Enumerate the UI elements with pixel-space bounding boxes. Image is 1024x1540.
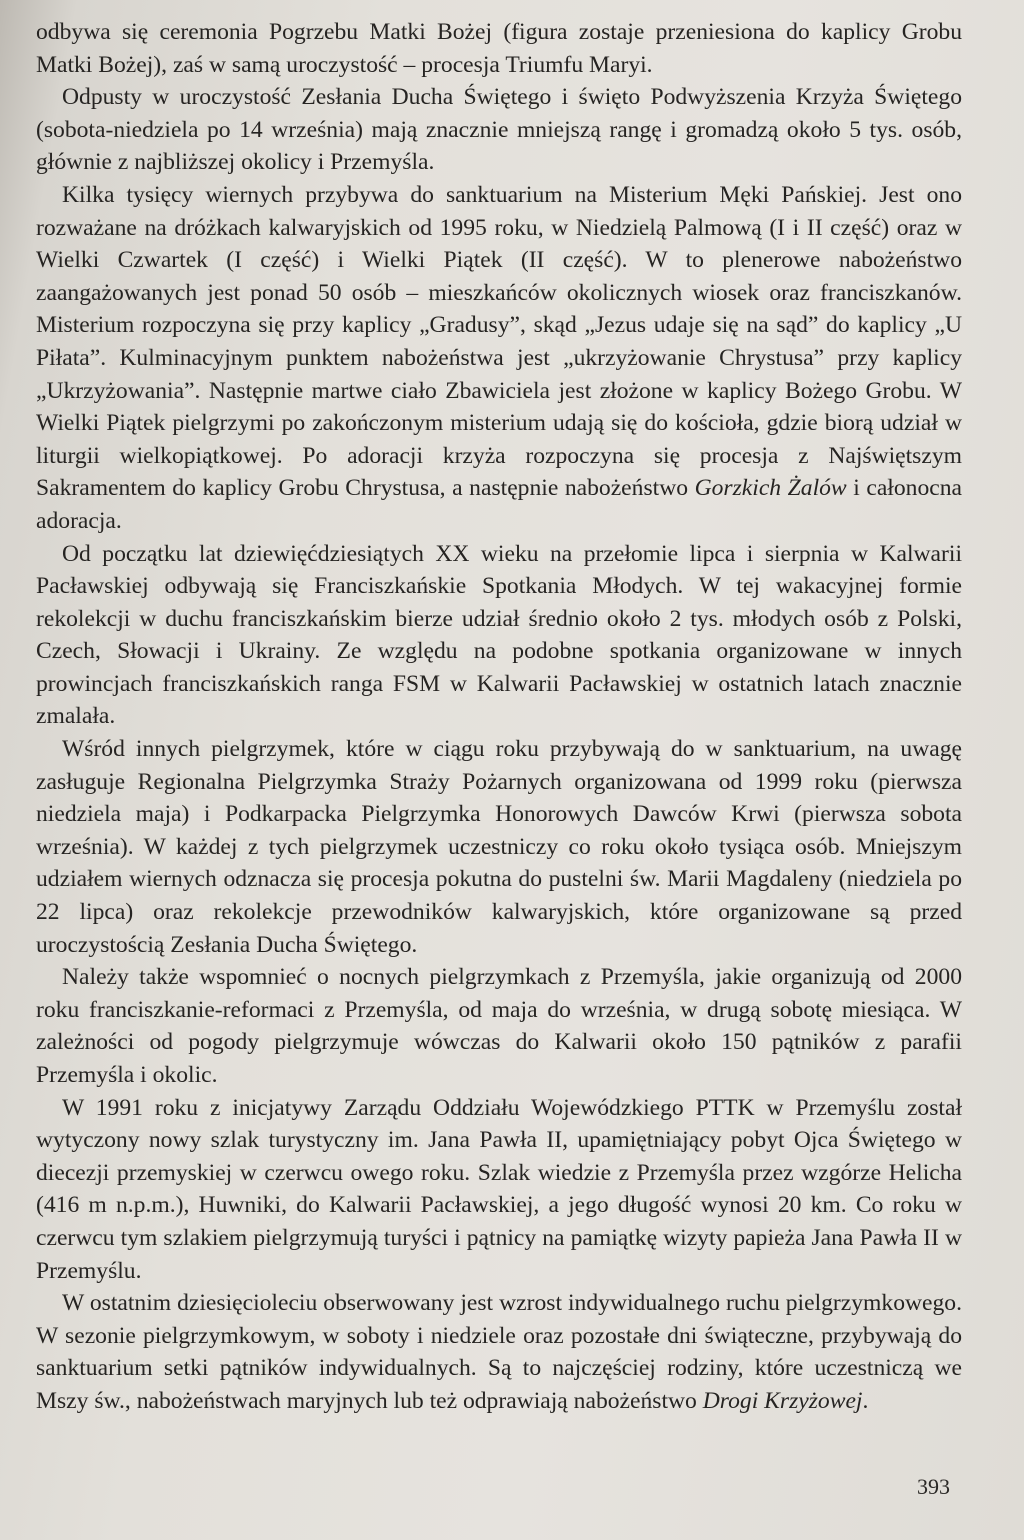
paragraph-text: Kilka tysięcy wiernych przybywa do sanktuarium na Misterium Męki Pańskiej. Jest ono rozważane na dróżkach kalwaryjskich od 1995 roku, w Niedzielą Palmową (I i II część) oraz w Wielki Czwartek (I część) i Wielki Piątek (II część). W to plenerowe nabożeństwo zaangażowanych jest ponad 50 osób – mieszkańców okolicznych wiosek oraz franciszkanów. Misterium rozpoczyna się przy kaplicy „Gradusy”, skąd „Jezus udaje się na sąd” do kaplicy „U Piłata”. Kulminacyjnym punktem nabożeństwa jest „ukrzyżowanie Chrystusa” przy kaplicy „Ukrzyżowania”. Następnie martwe ciało Zbawiciela jest złożone w kaplicy Bożego Grobu. W Wielki Piątek pielgrzymi po zakończonym misterium udają się do kościoła, gdzie biorą udział w liturgii wielkopiątkowej. Po adoracji krzyża rozpoczyna się procesja z Najświętszym Sakramentem do kaplicy Grobu Chrystusa, a następnie nabożeństwo bbox=[36, 181, 962, 502]
paragraph-text: . bbox=[862, 1387, 869, 1414]
paragraph bbox=[36, 1287, 962, 1417]
paragraph-text: Wśród innych pielgrzymek, które w ciągu roku przybywają do w sanktuarium, na uwagę zasługuje Regionalna Pielgrzymka Straży Pożarnych organizowana od 1999 roku (pierwsza niedziela maja) i Podkarpacka Pielgrzymka Honorowych Dawców Krwi (pierwsza sobota września). W każdej z tych pielgrzymek uczestniczy co roku około tysiąca osób. Mniejszym udziałem wiernych odznacza się procesja pokutna do pustelni św. Marii Magdaleny (niedziela po 22 lipca) oraz rekolekcje przewodników kalwaryjskich, które organizowane są przed uroczystością Zesłania Ducha Świętego. bbox=[36, 736, 962, 958]
paragraph bbox=[36, 961, 962, 1091]
paragraph bbox=[36, 81, 962, 179]
paragraph-text: Odpusty w uroczystość Zesłania Ducha Świętego i święto Podwyższenia Krzyża Świętego (sobota-niedziela po 14 września) mają znacznie mniejszą rangę i gromadzą około 5 tys. osób, głównie z najbliższej okolicy i Przemyśla. bbox=[36, 84, 962, 176]
paragraph bbox=[36, 179, 962, 538]
paragraph-text: W ostatnim dziesięcioleciu obserwowany jest wzrost indywidualnego ruchu pielgrzymkowego. W sezonie pielgrzymkowym, w soboty i niedziele oraz pozostałe dni świąteczne, przybywają do sanktuarium setki pątników indywidualnych. Są to najczęściej rodziny, które uczestniczą we Mszy św., nabożeństwach maryjnych lub też odprawiają nabożeństwo bbox=[36, 1290, 962, 1414]
paragraph-text: odbywa się ceremonia Pogrzebu Matki Bożej (figura zostaje przeniesiona do kaplicy Grobu Matki Bożej), zaś w samą uroczystość – procesja Triumfu Maryi. bbox=[36, 19, 962, 78]
page-number: 393 bbox=[917, 1474, 950, 1499]
paragraph-text: Należy także wspomnieć o nocnych pielgrzymkach z Przemyśla, jakie organizują od 2000 roku franciszkanie-reformaci z Przemyśla, od maja do września, w drugą sobotę miesiąca. W zależności od pogody pielgrzymuje wówczas do Kalwarii około 150 pątników z parafii Przemyśla i okolic. bbox=[36, 964, 962, 1088]
italic-title: Gorzkich Żalów bbox=[694, 475, 847, 502]
paragraph-text: i całonocna adoracja. bbox=[36, 475, 962, 534]
paragraph bbox=[36, 538, 962, 734]
paragraph-text: W 1991 roku z inicjatywy Zarządu Oddziału Wojewódzkiego PTTK w Przemyślu został wytyczony nowy szlak turystyczny im. Jana Pawła II, upamiętniający pobyt Ojca Świętego w diecezji przemyskiej w czerwcu owego roku. Szlak wiedzie z Przemyśla przez wzgórze Helicha (416 m n.p.m.), Huwniki, do Kalwarii Pacławskiej, a jego długość wynosi 20 km. Co roku w czerwcu tym szlakiem pielgrzymują turyści i pątnicy na pamiątkę wizyty papieża Jana Pawła II w Przemyślu. bbox=[36, 1094, 962, 1284]
paragraph-text: Od początku lat dziewięćdziesiątych XX wieku na przełomie lipca i sierpnia w Kalwarii Pacławskiej odbywają się Franciszkańskie Spotkania Młodych. W tej wakacyjnej formie rekolekcji w duchu franciszkańskim bierze udział średnio około 2 tys. młodych osób z Polski, Czech, Słowacji i Ukrainy. Ze względu na podobne spotkania organizowane w innych prowincjach franciszkańskich ranga FSM w Kalwarii Pacławskiej w ostatnich latach znacznie zmalała. bbox=[36, 540, 962, 730]
paragraph bbox=[36, 733, 962, 961]
paragraph bbox=[36, 1092, 962, 1288]
text-column bbox=[36, 16, 962, 1418]
paragraph-continued bbox=[36, 16, 962, 81]
italic-title: Drogi Krzyżowej bbox=[702, 1387, 863, 1414]
